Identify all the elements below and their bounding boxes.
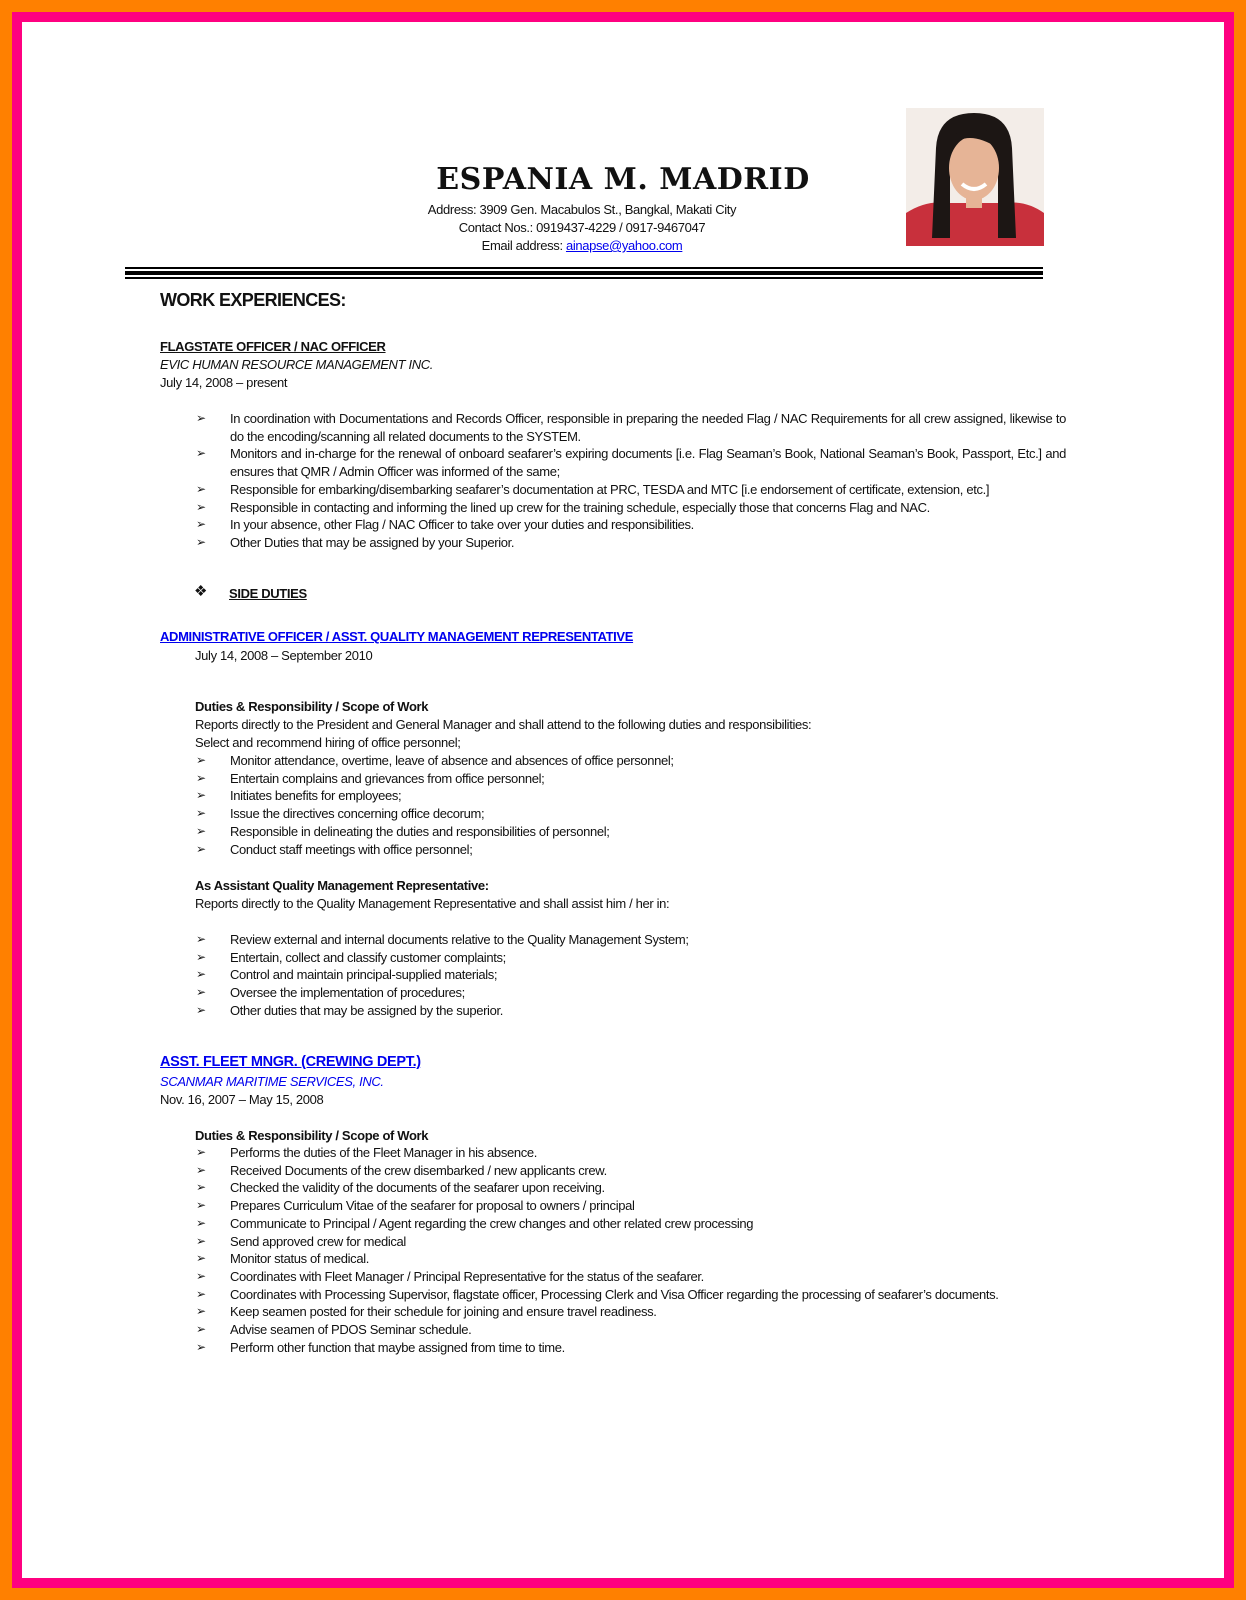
duty-item — [196, 966, 689, 984]
header-rule-bottom — [125, 277, 1043, 279]
duty-text: Other duties that may be assigned by the superior. — [230, 1002, 504, 1018]
job2-title[interactable]: ASST. FLEET MNGR. (CREWING DEPT.) — [160, 1054, 421, 1070]
job1-duties-list — [196, 410, 1066, 552]
duty-item — [196, 949, 689, 967]
section-title-work-experiences: WORK EXPERIENCES: — [160, 290, 346, 310]
duties-intro: Reports directly to the President and General Manager and shall attend to the following duties and responsibilities: — [195, 717, 812, 732]
arrow-bullet-icon: ➢ — [196, 788, 206, 803]
duty-text: Oversee the implementation of procedures; — [230, 985, 465, 1001]
duty-text: Monitor attendance, overtime, leave of absence and absences of office personnel; — [230, 753, 674, 768]
side-job-dates: July 14, 2008 – September 2010 — [195, 648, 373, 663]
duty-item — [196, 481, 1066, 499]
applicant-name: ESPANIA M. MADRID — [436, 162, 810, 197]
side-job-title[interactable]: ADMINISTRATIVE OFFICER / ASST. QUALITY MANAGEMENT REPRESENTATIVE — [160, 629, 634, 644]
duty-item — [196, 1215, 999, 1233]
duty-text: Review external and internal documents relative to the Quality Management System; — [230, 932, 689, 947]
duty-text: Prepares Curriculum Vitae of the seafarer for proposal to owners / principal — [230, 1198, 635, 1214]
header-rule-top — [125, 267, 1043, 269]
company-name: EVIC HUMAN RESOURCE MANAGEMENT INC. — [160, 357, 434, 372]
arrow-bullet-icon: ➢ — [196, 1233, 206, 1248]
arrow-bullet-icon: ➢ — [196, 806, 206, 821]
admin-duties-list — [196, 752, 674, 858]
aqmr-heading: As Assistant Quality Management Representative: — [195, 878, 489, 893]
arrow-bullet-icon: ➢ — [196, 1251, 206, 1266]
arrow-bullet-icon: ➢ — [196, 1162, 206, 1177]
duty-text: Responsible for embarking/disembarking seafarer’s documentation at PRC, TESDA and MTC [i.e endorsement of certificate, extension, etc.] — [230, 481, 990, 497]
duty-text: Entertain complains and grievances from office personnel; — [230, 770, 545, 786]
diamond-bullet-icon: ❖ — [194, 583, 208, 600]
duty-text: Coordinates with Processing Supervisor, flagstate officer, Processing Clerk and Visa Officer regarding the processing of seafarer’s documents. — [230, 1286, 999, 1302]
duty-item — [196, 841, 674, 859]
arrow-bullet-icon: ➢ — [196, 753, 206, 767]
duty-text: Initiates benefits for employees; — [230, 788, 402, 804]
arrow-bullet-icon: ➢ — [196, 823, 206, 838]
duty-text: Conduct staff meetings with office personnel; — [230, 841, 473, 857]
duty-item — [196, 1197, 999, 1215]
duty-item — [196, 1286, 999, 1304]
job2-duties-list — [196, 1144, 999, 1356]
arrow-bullet-icon: ➢ — [196, 446, 206, 461]
duty-item — [196, 1303, 999, 1321]
resume-page — [22, 22, 1224, 1578]
header-rule-thick — [125, 271, 1043, 275]
duty-item — [196, 823, 674, 841]
arrow-bullet-icon: ➢ — [196, 770, 206, 785]
duty-text: Coordinates with Fleet Manager / Principal Representative for the status of the seafarer. — [230, 1268, 704, 1284]
duty-text: In coordination with Documentations and Records Officer, responsible in preparing the needed Flag / NAC Requirements for all crew assigned, likewise to do the encoding/scanning all related documents to the SYSTEM. — [230, 411, 1066, 444]
duty-item — [196, 1268, 999, 1286]
email-label: Email address: — [481, 238, 566, 253]
job2-duties-heading: Duties & Responsibility / Scope of Work — [195, 1128, 429, 1143]
duty-text: Send approved crew for medical — [230, 1233, 406, 1249]
arrow-bullet-icon: ➢ — [196, 1002, 206, 1017]
duty-text: Control and maintain principal-supplied materials; — [230, 967, 498, 983]
arrow-bullet-icon: ➢ — [196, 534, 206, 549]
duty-item — [196, 1250, 999, 1268]
duty-item — [196, 770, 674, 788]
arrow-bullet-icon: ➢ — [196, 949, 206, 964]
duty-item — [196, 1179, 999, 1197]
email-link[interactable]: ainapse@yahoo.com — [565, 238, 683, 253]
duty-item — [196, 499, 1066, 517]
duty-text: Monitors and in-charge for the renewal of onboard seafarer’s expiring documents [i.e. Flag Seaman’s Book, National Seaman’s Book, Passport, Etc.] and ensures that QMR / Admin Officer was informed of the same; — [230, 446, 1066, 480]
duty-item — [196, 1002, 689, 1020]
duty-item — [196, 984, 689, 1002]
arrow-bullet-icon: ➢ — [196, 1180, 206, 1195]
duty-text: Checked the validity of the documents of the seafarer upon receiving. — [230, 1180, 605, 1196]
duty-text: Received Documents of the crew disembarked / new applicants crew. — [230, 1162, 607, 1178]
duties-heading: Duties & Responsibility / Scope of Work — [195, 699, 429, 714]
employment-dates: July 14, 2008 – present — [160, 375, 288, 390]
duty-item — [196, 1144, 999, 1162]
arrow-bullet-icon: ➢ — [196, 985, 206, 1000]
duty-text: In your absence, other Flag / NAC Officer to take over your duties and responsibilities. — [230, 517, 694, 533]
duty-text: Responsible in contacting and informing the lined up crew for the training schedule, especially those that concerns Flag and NAC. — [230, 499, 930, 515]
portrait-image — [906, 108, 1044, 246]
address: Address: 3909 Gen. Macabulos St., Bangkal, Makati City — [427, 202, 737, 217]
arrow-bullet-icon: ➢ — [196, 1322, 206, 1337]
arrow-bullet-icon: ➢ — [196, 1286, 206, 1301]
aqmr-duties-list — [196, 931, 689, 1020]
duty-item — [196, 752, 674, 770]
arrow-bullet-icon: ➢ — [196, 932, 206, 946]
job2-company: SCANMAR MARITIME SERVICES, INC. — [160, 1074, 384, 1089]
duty-item — [196, 1233, 999, 1251]
job-title: FLAGSTATE OFFICER / NAC OFFICER — [160, 339, 386, 354]
duty-text: Issue the directives concerning office decorum; — [230, 806, 485, 822]
duty-text: Performs the duties of the Fleet Manager in his absence. — [230, 1145, 538, 1160]
duty-text: Advise seamen of PDOS Seminar schedule. — [230, 1322, 472, 1338]
duty-item — [196, 805, 674, 823]
arrow-bullet-icon: ➢ — [196, 411, 206, 425]
duty-item — [196, 534, 1066, 552]
arrow-bullet-icon: ➢ — [196, 967, 206, 982]
side-duties-label: SIDE DUTIES — [229, 586, 307, 601]
arrow-bullet-icon: ➢ — [196, 1198, 206, 1213]
duty-item — [196, 1339, 999, 1357]
arrow-bullet-icon: ➢ — [196, 1268, 206, 1283]
duty-item — [196, 1162, 999, 1180]
arrow-bullet-icon: ➢ — [196, 499, 206, 514]
duty-text: Keep seamen posted for their schedule for joining and ensure travel readiness. — [230, 1304, 657, 1320]
duty-text: Monitor status of medical. — [230, 1251, 370, 1267]
email-line — [282, 237, 882, 255]
duty-item — [196, 1321, 999, 1339]
job2-dates: Nov. 16, 2007 – May 15, 2008 — [160, 1092, 324, 1107]
duty-item — [196, 516, 1066, 534]
aqmr-intro: Reports directly to the Quality Management Representative and shall assist him / her in: — [195, 896, 670, 911]
arrow-bullet-icon: ➢ — [196, 517, 206, 532]
duty-text: Communicate to Principal / Agent regarding the crew changes and other related crew processing — [230, 1215, 754, 1231]
arrow-bullet-icon: ➢ — [196, 1304, 206, 1319]
arrow-bullet-icon: ➢ — [196, 841, 206, 856]
arrow-bullet-icon: ➢ — [196, 481, 206, 496]
duty-item — [196, 410, 1066, 445]
contact-numbers: Contact Nos.: 0919437-4229 / 0917-9467047 — [458, 220, 706, 235]
profile-photo — [906, 108, 1044, 246]
duty-text: Other Duties that may be assigned by your Superior. — [230, 534, 515, 550]
duty-text: Responsible in delineating the duties and responsibilities of personnel; — [230, 823, 610, 839]
duty-item — [196, 787, 674, 805]
duties-first-item: Select and recommend hiring of office personnel; — [195, 735, 461, 750]
duty-text: Perform other function that maybe assigned from time to time. — [230, 1339, 565, 1355]
arrow-bullet-icon: ➢ — [196, 1145, 206, 1159]
duty-item — [196, 445, 1066, 480]
arrow-bullet-icon: ➢ — [196, 1215, 206, 1230]
arrow-bullet-icon: ➢ — [196, 1339, 206, 1354]
duty-text: Entertain, collect and classify customer complaints; — [230, 949, 506, 965]
duty-item — [196, 931, 689, 949]
